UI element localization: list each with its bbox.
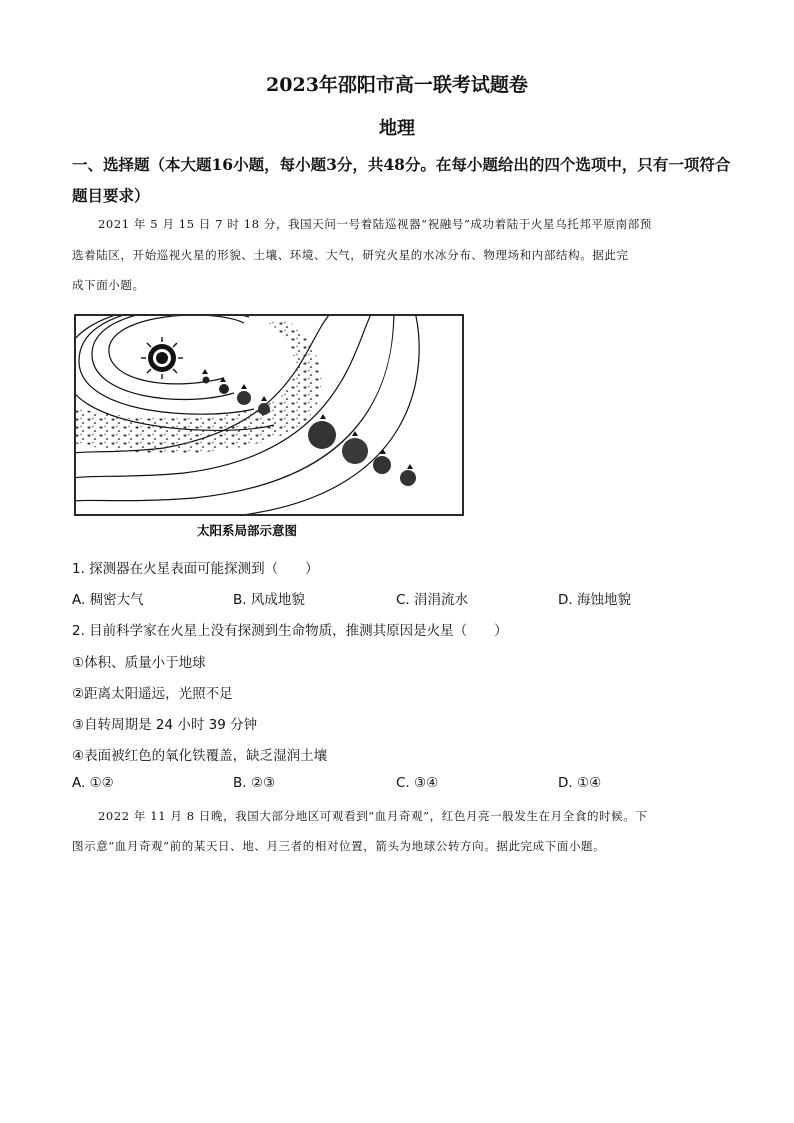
- orbit-7: [74, 313, 394, 501]
- q1-stem: 1. 探测器在火星表面可能探测到（ ）: [72, 561, 319, 577]
- planet-uranus-icon: [373, 456, 391, 474]
- solar-system-diagram: [74, 313, 466, 543]
- q2-option-c: C. ③④: [396, 775, 439, 791]
- q2-item-4: ④表面被红色的氧化铁覆盖，缺乏湿润土壤: [72, 748, 328, 764]
- planet-saturn-icon: [342, 438, 368, 464]
- subject-title: 地理: [379, 118, 415, 139]
- q1-option-c: C. 涓涓流水: [396, 592, 469, 608]
- q2-option-d: D. ①④: [558, 775, 602, 791]
- q1-option-b: B. 风成地貌: [233, 592, 305, 608]
- orbit-1: [109, 315, 244, 384]
- q2-option-b: B. ②③: [233, 775, 276, 791]
- planet-neptune-icon: [400, 470, 416, 486]
- passage2-line1: 2022 年 11 月 8 日晚，我国大部分地区可观看到“血月奇观”，红色月亮一般发生在月全食的时候。下: [98, 809, 648, 823]
- planet-mars-icon: [258, 403, 270, 415]
- passage2-line2: 图示意“血月奇观”前的某天日、地、月三者的相对位置，箭头为地球公转方向。据此完成下面小题。: [72, 839, 606, 853]
- q2-item-2: ②距离太阳遥远，光照不足: [72, 686, 233, 702]
- q1-option-d: D. 海蚀地貌: [558, 592, 631, 608]
- passage1-line3: 成下面小题。: [72, 278, 145, 292]
- planet-mercury-icon: [203, 377, 210, 384]
- q2-option-a: A. ①②: [72, 775, 114, 791]
- planet-jupiter-icon: [308, 421, 336, 449]
- sun-icon: [141, 337, 183, 379]
- figure-caption: 太阳系局部示意图: [197, 523, 298, 538]
- planet-earth-icon: [237, 391, 251, 405]
- solar-system-figure: [74, 313, 466, 543]
- exam-title: 2023年邵阳市高一联考试题卷: [266, 74, 528, 96]
- section-heading: 一、选择题（本大题16小题，每小题3分，共48分。在每小题给出的四个选项中，只有一项符合题目要求）: [72, 155, 731, 205]
- q2-item-1: ①体积、质量小于地球: [72, 655, 206, 671]
- q1-option-a: A. 稠密大气: [72, 592, 144, 608]
- passage1-line2: 选着陆区，开始巡视火星的形貌、土壤、环境、大气，研究火星的水冰分布、物理场和内部结构。据此完: [72, 248, 629, 262]
- passage1-line1: 2021 年 5 月 15 日 7 时 18 分，我国天问一号着陆巡视器“祝融号”成功着陆于火星乌托邦平原南部预: [98, 217, 652, 231]
- q2-stem: 2. 目前科学家在火星上没有探测到生命物质，推测其原因是火星（ ）: [72, 623, 508, 639]
- q2-item-3: ③自转周期是 24 小时 39 分钟: [72, 717, 258, 733]
- planet-venus-icon: [219, 384, 229, 394]
